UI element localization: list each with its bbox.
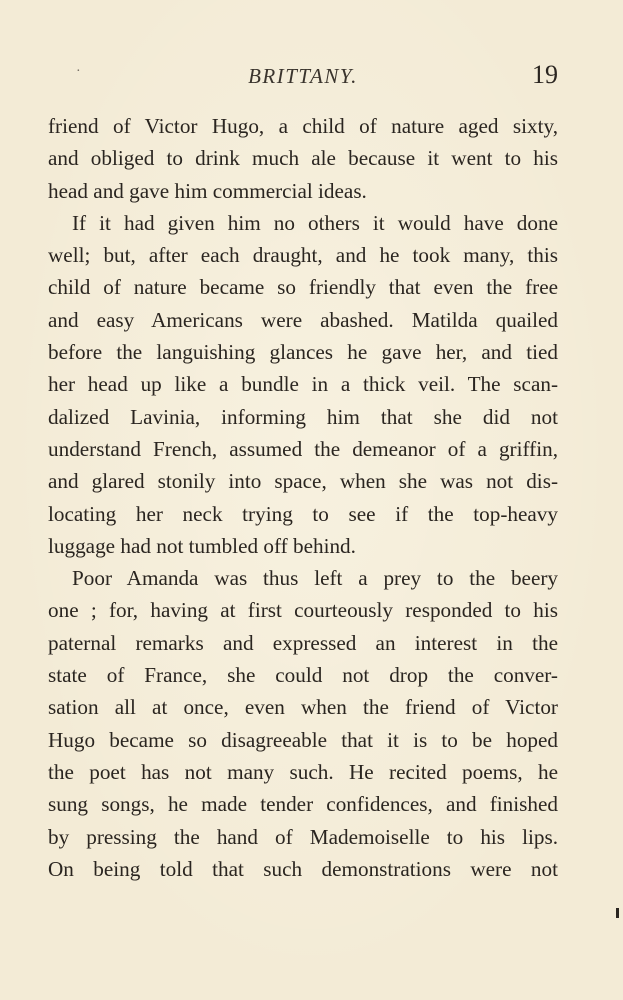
text-line: by pressing the hand of Mademoiselle to his lips. bbox=[48, 824, 558, 849]
text-line: understand French, assumed the demeanor of a griffin, bbox=[48, 436, 558, 461]
paragraph-start-line: If it had given him no others it would have done bbox=[72, 210, 558, 235]
text-line: paternal remarks and expressed an interest in the bbox=[48, 630, 558, 655]
text-line: dalized Lavinia, informing him that she did not bbox=[48, 404, 558, 429]
text-line: sation all at once, even when the friend of Victor bbox=[48, 695, 558, 720]
text-line: locating her neck trying to see if the top-heavy bbox=[48, 501, 558, 526]
body-text bbox=[48, 110, 558, 885]
text-line: well; but, after each draught, and he took many, this bbox=[48, 243, 558, 268]
text-line: child of nature became so friendly that even the free bbox=[48, 275, 558, 300]
page-number: 19 bbox=[532, 60, 558, 89]
page-header bbox=[48, 60, 558, 96]
text-line: head and gave him commercial ideas. bbox=[48, 178, 367, 203]
text-line: Hugo became so disagreeable that it is to be hoped bbox=[48, 727, 558, 752]
text-line: and glared stonily into space, when she was not dis- bbox=[48, 469, 558, 494]
text-line: the poet has not many such. He recited poems, he bbox=[48, 759, 558, 784]
page-edge-mark bbox=[616, 908, 619, 918]
paragraph-start-line: Poor Amanda was thus left a prey to the beery bbox=[72, 566, 558, 591]
text-line: before the languishing glances he gave her, and tied bbox=[48, 340, 558, 365]
text-line: state of France, she could not drop the conver- bbox=[48, 663, 558, 688]
text-line: friend of Victor Hugo, a child of nature aged sixty, bbox=[48, 114, 558, 138]
text-line: and obliged to drink much ale because it went to his bbox=[48, 146, 558, 171]
text-line: and easy Americans were abashed. Matilda quailed bbox=[48, 307, 558, 332]
text-line: sung songs, he made tender confidences, and finished bbox=[48, 792, 558, 817]
text-line: luggage had not tumbled off behind. bbox=[48, 533, 356, 558]
text-line: On being told that such demonstrations were not bbox=[48, 856, 558, 881]
header-mark: · bbox=[76, 64, 81, 79]
text-line: her head up like a bundle in a thick veil. The scan- bbox=[48, 372, 558, 397]
running-head: BRITTANY. bbox=[248, 64, 358, 88]
text-line: one ; for, having at first courteously responded to his bbox=[48, 598, 558, 623]
